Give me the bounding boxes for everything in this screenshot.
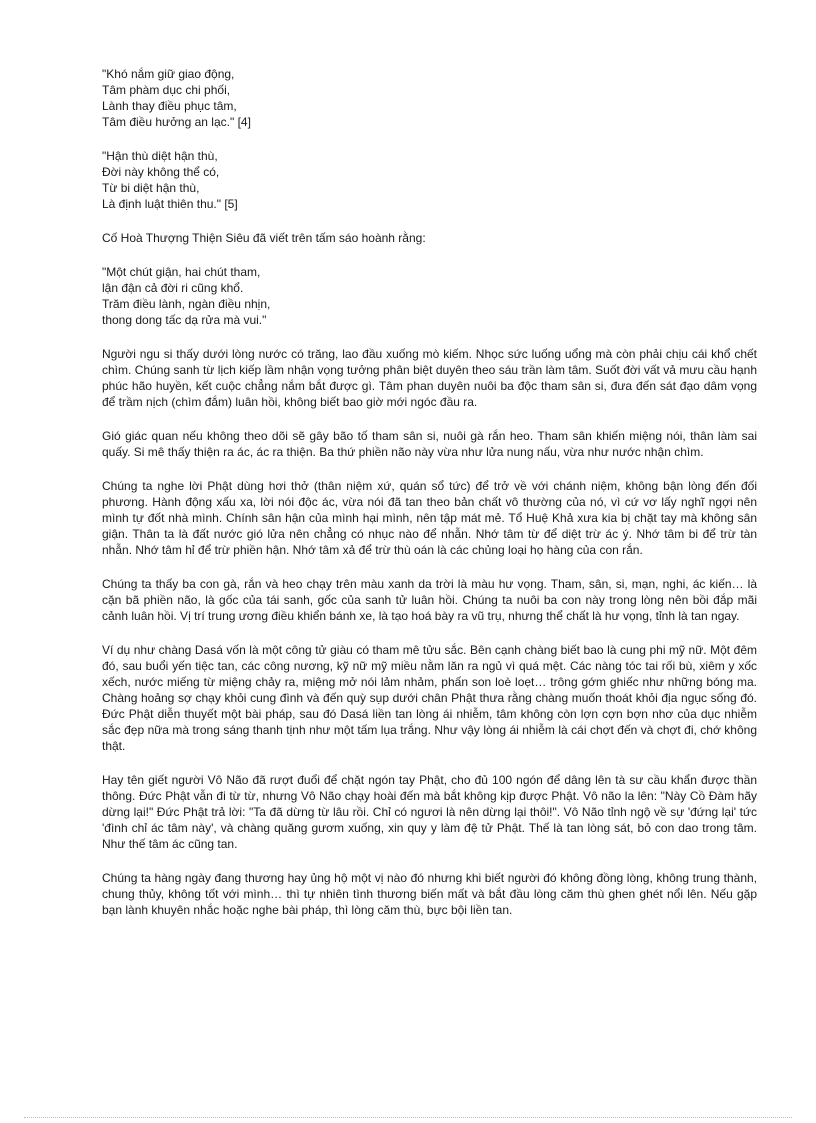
document-body [102,66,757,936]
paragraph: Ví dụ như chàng Dasá vốn là một công tử giàu có tham mê tửu sắc. Bên cạnh chàng biết bao là cung phi mỹ nữ. Một đêm đó, sau buổi yến tiệc tan, các công nương, kỹ nữ mỹ miều nằm lăn ra ngủ vì quá mệt. Các nàng tóc tai rối bù, xiêm y xốc xếch, nước miếng từ miệng chảy ra, miệng mở nói lảm nhảm, phấn son loè loẹt… trông gớm ghiếc như những bóng ma. Chàng hoảng sợ chạy khỏi cung đình và đến quỳ sụp dưới chân Phật thưa rằng chàng muốn thoát khỏi địa ngục sống đó. Đức Phật diễn thuyết một bài pháp, sau đó Dasá liền tan lòng ái nhiễm, tâm không còn lợn cợn bợn nhơ của dục nhiễm sắc đẹp nữa mà trong sáng thanh tịnh như một tấm lụa trắng. Như vậy lòng ái nhiễm là cái chợt đến và chợt đi, chớ không thật. [102,643,757,753]
verse-line: "Khó nắm giữ giao động, [102,67,235,81]
paragraph: Gió giác quan nếu không theo dõi sẽ gây bão tố tham sân si, nuôi gà rắn heo. Tham sân khiến miệng nói, thân làm sai quấy. Si mê thấy thiện ra ác, ác ra thiện. Ba thứ phiền não này vừa như lửa nung nấu, vừa như nước nhận chìm. [102,429,757,459]
verse-line: "Một chút giận, hai chút tham, [102,265,261,279]
verse-line: "Hận thù diệt hận thù, [102,149,218,163]
paragraph: Chúng ta thấy ba con gà, rắn và heo chạy trên màu xanh da trời là màu hư vọng. Tham, sân, si, mạn, nghi, ác kiến… là cặn bã phiền não, là gốc của tái sanh, gốc của sanh tử luân hồi. Chúng ta nuôi ba con này trong lòng nên bồi đắp mãi cảnh luân hồi. Vị trí trung ương điều khiển bánh xe, là tạo hoá bày ra vũ trụ, nhưng thể chất là hư vọng, tỉnh là tan ngay. [102,577,757,623]
verse-line: Trăm điều lành, ngàn điều nhịn, [102,297,271,311]
verse-1 [102,66,757,130]
verse-2 [102,148,757,212]
verse-line: thong dong tấc dạ rửa mà vui." [102,313,267,327]
verse-line: Lành thay điều phục tâm, [102,99,237,113]
paragraph: Người ngu si thấy dưới lòng nước có trăng, lao đầu xuống mò kiếm. Nhọc sức luống uổng mà còn phải chịu cái khổ chết chìm. Chúng sanh từ lịch kiếp lầm nhận vọng tưởng phân biệt duyên theo sáu trần làm tâm. Suốt đời vất vả mưu cầu hạnh phúc hão huyền, kết cuộc chẳng nắm bắt được gì. Tâm phan duyên nuôi ba độc tham sân si, đưa đến sát đạo dâm vọng để trầm nịch (chìm đắm) luân hồi, không biết bao giờ mới ngóc đầu ra. [102,347,757,409]
paragraph: Chúng ta nghe lời Phật dùng hơi thở (thân niệm xứ, quán sổ tức) để trở về với chánh niệm, không bận lòng đến đối phương. Hành động xấu xa, lời nói độc ác, vừa nói đã tan theo bản chất vô thường của nó, vì cứ vơ lấy nghĩ ngợi nên mình tự đốt nhà mình. Chính sân hận của mình hại mình, nên tập mát mẻ. Tổ Huệ Khả xưa kia bị chặt tay mà không sân giận. Thân ta là đất nước gió lửa nên chẳng có nhục nào để nhẫn. Nhớ tâm từ để diệt trừ ác ý. Nhớ tâm bi để trừ tàn nhẫn. Nhớ tâm hỉ để trừ phiền hận. Nhớ tâm xả để trừ thù oán là các chủng loại họ hàng của con rắn. [102,479,757,557]
verse-line: lận đận cả đời ri cũng khổ. [102,281,244,295]
verse-3 [102,264,757,328]
paragraph: Hay tên giết người Vô Não đã rượt đuổi để chặt ngón tay Phật, cho đủ 100 ngón để dâng lên tà sư cầu khẩn được thần thông. Đức Phật vẫn đi từ từ, nhưng Vô Não chạy hoài đến mà bắt không kịp được Phật. Vô não la lên: "Này Cồ Đàm hãy dừng lại!" Đức Phật trả lời: "Ta đã dừng từ lâu rồi. Chỉ có ngươi là nên dừng lại thôi!". Vô Não tỉnh ngộ về sự 'đứng lại' tức 'đình chỉ ác tâm này', và chàng quăng gươm xuống, xin quy y làm đệ tử Phật. Thế là tan lòng sát, bỏ con dao trong tâm. Như thế tâm ác cũng tan. [102,773,757,851]
verse-line: Tâm điều hưởng an lạc." [4] [102,115,251,129]
intro-line: Cố Hoà Thượng Thiện Siêu đã viết trên tấm sáo hoành rằng: [102,231,426,245]
paragraph: Chúng ta hàng ngày đang thương hay ủng hộ một vị nào đó nhưng khi biết người đó không đồng lòng, không trung thành, chung thủy, không tốt với mình… thì tự nhiên tình thương biến mất và bắt đầu lòng căm thù ghen ghét nổi lên. Nếu gặp bạn lành khuyên nhắc hoặc nghe bài pháp, thì lòng căm thù, bực bội liền tan. [102,871,757,917]
verse-line: Đời này không thể có, [102,165,220,179]
verse-line: Từ bi diệt hận thù, [102,181,200,195]
verse-line: Là định luật thiên thu." [5] [102,197,238,211]
page-bottom-rule [24,1117,792,1118]
verse-line: Tâm phàm dục chi phối, [102,83,231,97]
